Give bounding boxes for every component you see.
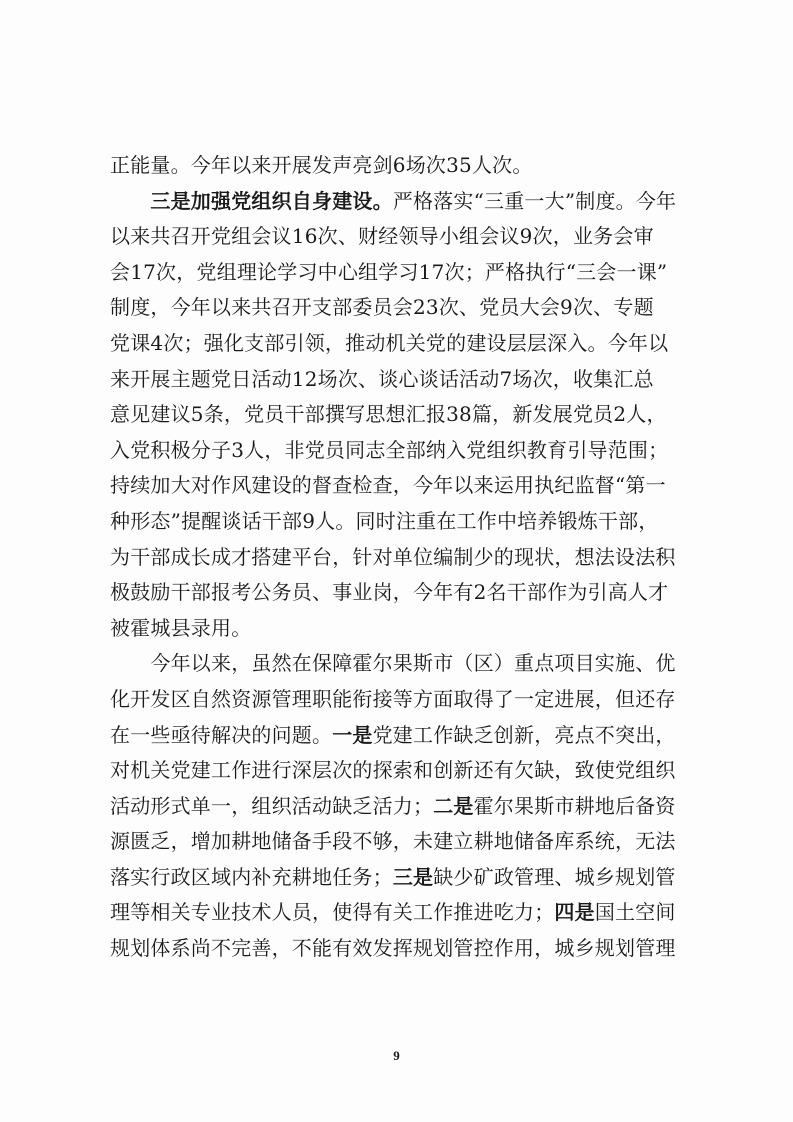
text-line <box>110 575 695 611</box>
text-line <box>110 860 695 896</box>
text-line <box>110 148 695 184</box>
text-line <box>110 504 695 540</box>
text-line <box>110 255 695 291</box>
bold-text-run: 三是 <box>392 864 434 889</box>
text-line <box>110 895 695 931</box>
text-run: 缺少矿政管理、城乡规划管 <box>433 864 676 889</box>
text-line <box>110 789 695 825</box>
text-run: 落实行政区域内补充耕地任务； <box>110 864 393 889</box>
bold-text-run: 二是 <box>433 793 474 818</box>
text-run: 今年以来，虽然在保障霍尔果斯市（区）重点项目实施、优 <box>110 651 676 676</box>
text-run: 持续加大对作风建设的督查检查，今年以来运用执纪监督“第一 <box>110 473 666 498</box>
text-line <box>110 290 695 326</box>
text-run: 霍尔果斯市耕地后备资 <box>473 793 676 818</box>
text-line <box>110 611 695 647</box>
text-line <box>110 646 695 682</box>
text-run: 极鼓励干部报考公务员、事业岗，今年有2名干部作为引高人才 <box>110 580 669 605</box>
text-run: 入党积极分子3人，非党员同志全部纳入党组织教育引导范围； <box>110 437 669 462</box>
text-run: 党建工作缺乏创新，亮点不突出， <box>372 722 676 747</box>
text-run: 制度，今年以来共召开支部委员会23次、党员大会9次、专题 <box>110 295 654 320</box>
text-line <box>110 219 695 255</box>
text-run: 意见建议5条，党员干部撰写思想汇报38篇，新发展党员2人， <box>110 402 667 427</box>
text-run: 规划体系尚不完善，不能有效发挥规划管控作用，城乡规划管理 <box>110 936 676 961</box>
bold-text-run: 三是加强党组织自身建设。 <box>150 188 393 213</box>
text-run: 以来共召开党组会议16次、财经领导小组会议9次，业务会审 <box>110 224 654 249</box>
text-run: 正能量。今年以来开展发声亮剑6场次35人次。 <box>110 153 533 177</box>
page-number: 9 <box>393 1048 400 1063</box>
text-line <box>110 682 695 718</box>
text-line <box>110 718 695 754</box>
bold-text-run: 一是 <box>332 722 373 747</box>
text-run <box>110 189 150 213</box>
text-run: 在一些亟待解决的问题。 <box>110 722 333 747</box>
text-run: 理等相关专业技术人员，使得有关工作推进吃力； <box>110 900 555 925</box>
text-line <box>110 753 695 789</box>
text-run: 严格落实“三重一大”制度。今年 <box>392 188 677 213</box>
text-run: 为干部成长成才搭建平台，针对单位编制少的现状，想法设法积 <box>110 544 676 569</box>
text-run: 化开发区自然资源管理职能衔接等方面取得了一定进展，但还存 <box>110 686 676 711</box>
text-run: 党课4次；强化支部引领，推动机关党的建设层层深入。今年以 <box>110 330 669 355</box>
body-text <box>110 148 695 967</box>
bold-text-run: 四是 <box>554 900 595 925</box>
text-line <box>110 362 695 398</box>
text-run: 种形态”提醒谈话干部9人。同时注重在工作中培养锻炼干部， <box>110 508 659 533</box>
text-line <box>110 540 695 576</box>
text-line <box>110 433 695 469</box>
text-run: 活动形式单一，组织活动缺乏活力； <box>110 793 434 818</box>
text-line <box>110 824 695 860</box>
text-line <box>110 468 695 504</box>
text-run: 被霍城县录用。 <box>110 615 252 640</box>
text-run: 来开展主题党日活动12场次、谈心谈话活动7场次，收集汇总 <box>110 366 654 391</box>
text-line <box>110 326 695 362</box>
text-run: 国土空间 <box>594 900 676 925</box>
text-line <box>110 184 695 220</box>
text-run: 会17次，党组理论学习中心组学习17次；严格执行“三会一课” <box>110 259 668 284</box>
text-run: 源匮乏，增加耕地储备手段不够，未建立耕地储备库系统，无法 <box>110 829 676 854</box>
text-run: 对机关党建工作进行深层次的探索和创新还有欠缺，致使党组织 <box>110 758 676 783</box>
text-line <box>110 397 695 433</box>
text-line <box>110 931 695 967</box>
